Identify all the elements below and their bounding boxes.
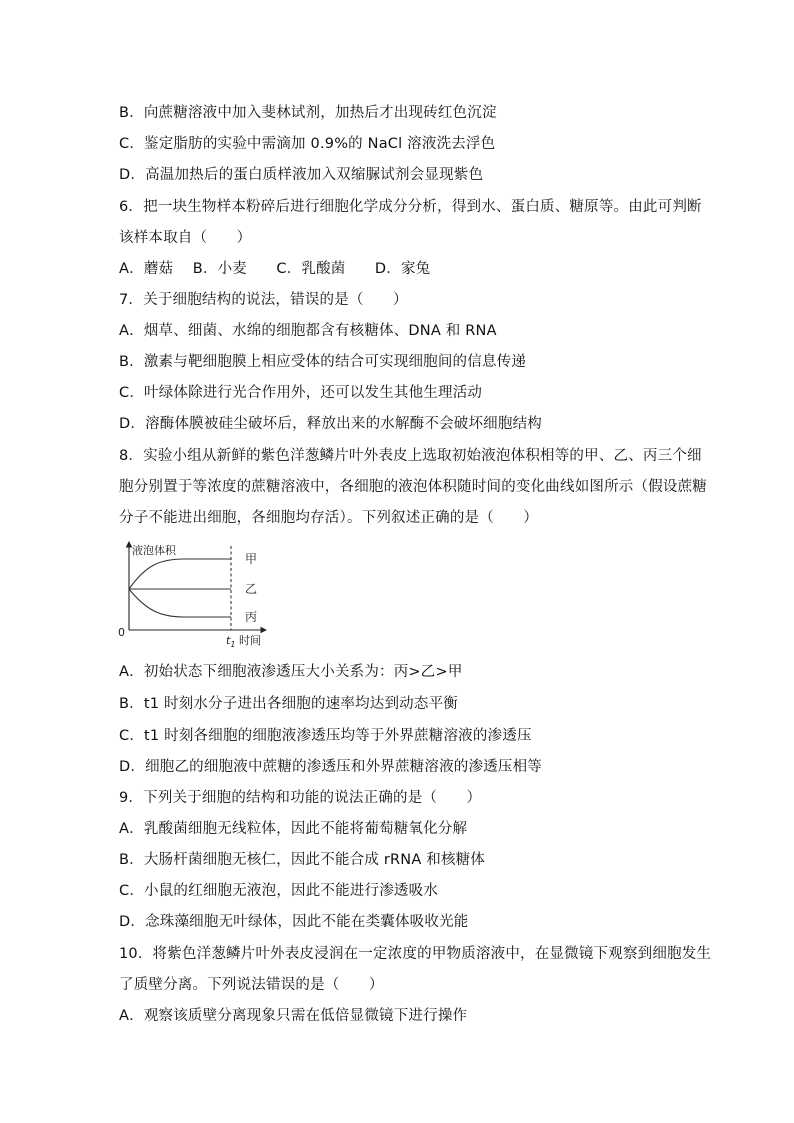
origin-label: 0 xyxy=(118,626,125,639)
option-8a: A．初始状态下细胞液渗透压大小关系为：丙>乙>甲 xyxy=(119,664,463,680)
question-6-stem: 6．把一块生物样本粉碎后进行细胞化学成分分析，得到水、蛋白质、糖原等。由此可判断 xyxy=(119,199,702,215)
t1-label: $t_1$ xyxy=(226,634,236,649)
question-6-stem-cont: 该样本取自（ ） xyxy=(119,230,252,246)
curve-label-jia: 甲 xyxy=(245,552,258,566)
question-8-stem-cont2: 分子不能进出细胞，各细胞均存活）。下列叙述正确的是（ ） xyxy=(119,510,539,526)
option-5d: D．高温加热后的蛋白质样液加入双缩脲试剂会显现紫色 xyxy=(119,167,484,183)
option-9b: B．大肠杆菌细胞无核仁，因此不能合成 rRNA 和核糖体 xyxy=(119,852,486,868)
option-9d: D．念珠藻细胞无叶绿体，因此不能在类囊体吸收光能 xyxy=(119,914,469,930)
option-5c: C．鉴定脂肪的实验中需滴加 0.9%的 NaCl 溶液洗去浮色 xyxy=(119,136,496,152)
curve-label-yi: 乙 xyxy=(245,582,258,596)
option-7a: A．烟草、细菌、水绵的细胞都含有核糖体、DNA 和 RNA xyxy=(119,323,497,339)
y-axis-label: 液泡体积 xyxy=(132,544,176,557)
question-7-stem: 7．关于细胞结构的说法，错误的是（ ） xyxy=(119,292,408,308)
option-9c: C．小鼠的红细胞无液泡，因此不能进行渗透吸水 xyxy=(119,883,439,899)
option-7d: D．溶酶体膜被硅尘破坏后，释放出来的水解酶不会破坏细胞结构 xyxy=(119,416,542,432)
option-7b: B．激素与靶细胞膜上相应受体的结合可实现细胞间的信息传递 xyxy=(119,354,527,370)
curve-jia xyxy=(129,559,231,589)
x-axis-label: 时间 xyxy=(239,634,261,647)
option-8d: D．细胞乙的细胞液中蔗糖的渗透压和外界蔗糖溶液的渗透压相等 xyxy=(119,759,542,775)
question-9-stem: 9．下列关于细胞的结构和功能的说法正确的是（ ） xyxy=(119,790,482,806)
option-9a: A．乳酸菌细胞无线粒体，因此不能将葡萄糖氧化分解 xyxy=(119,821,468,837)
option-5b: B．向蔗糖溶液中加入斐林试剂，加热后才出现砖红色沉淀 xyxy=(119,105,497,121)
option-8b: B．t1 时刻水分子进出各细胞的速率均达到动态平衡 xyxy=(119,696,458,712)
question-6-options: A．蘑菇 B．小麦 C．乳酸菌 D．家兔 xyxy=(119,261,431,277)
option-8c: C．t1 时刻各细胞的细胞液渗透压均等于外界蔗糖溶液的渗透压 xyxy=(119,728,532,744)
curve-label-bing: 丙 xyxy=(245,610,258,624)
option-10a: A．观察该质壁分离现象只需在低倍显微镜下进行操作 xyxy=(119,1008,468,1024)
question-8-stem: 8．实验小组从新鲜的紫色洋葱鳞片叶外表皮上选取初始液泡体积相等的甲、乙、丙三个细 xyxy=(119,448,702,464)
option-7c: C．叶绿体除进行光合作用外，还可以发生其他生理活动 xyxy=(119,385,483,401)
question-10-stem: 10．将紫色洋葱鳞片叶外表皮浸润在一定浓度的甲物质溶液中，在显微镜下观察到细胞发生 xyxy=(119,946,712,962)
curve-bing xyxy=(129,589,231,617)
question-8-stem-cont: 胞分别置于等浓度的蔗糖溶液中，各细胞的液泡体积随时间的变化曲线如图所示（假设蔗糖 xyxy=(119,479,707,495)
question-10-stem-cont: 了质壁分离。下列说法错误的是（ ） xyxy=(119,977,384,993)
vacuole-volume-figure xyxy=(118,538,278,650)
